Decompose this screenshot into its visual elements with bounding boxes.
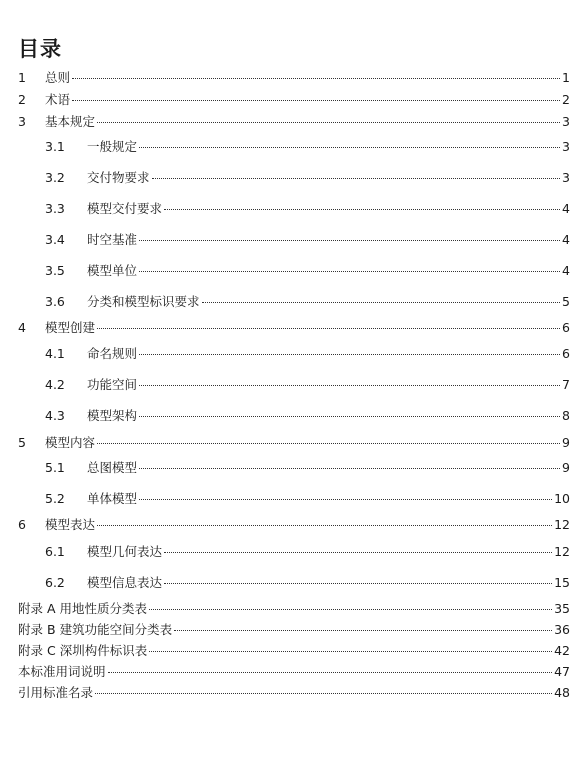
toc-entry[interactable] <box>45 346 570 362</box>
toc-entry[interactable] <box>45 294 570 310</box>
toc-entry-page-number: 4 <box>562 232 570 247</box>
toc-entry-number: 2 <box>18 92 26 107</box>
dot-leader <box>97 121 560 123</box>
dot-leader <box>139 498 552 500</box>
toc-entry-label: 交付物要求 <box>87 170 150 185</box>
toc-entry-page-number: 12 <box>554 517 570 532</box>
toc-entry[interactable] <box>45 263 570 279</box>
toc-entry[interactable] <box>45 232 570 248</box>
toc-entry-label: 建筑功能空间分类表 <box>59 622 173 637</box>
dot-leader <box>164 551 552 553</box>
toc-entry-label: 一般规定 <box>87 139 138 154</box>
dot-leader <box>139 239 560 241</box>
toc-entry[interactable] <box>18 685 570 701</box>
toc-entry-number: 3.3 <box>45 201 65 216</box>
toc-entry-label: 模型信息表达 <box>87 575 163 590</box>
dot-leader <box>139 353 560 355</box>
toc-entry[interactable] <box>45 575 570 591</box>
toc-entry-number: 5.1 <box>45 460 65 475</box>
dot-leader <box>108 671 553 673</box>
toc-entry-page-number: 3 <box>562 170 570 185</box>
toc-entry-label: 模型表达 <box>45 517 96 532</box>
toc-entry[interactable] <box>45 544 570 560</box>
toc-entry-label: 用地性质分类表 <box>59 601 148 616</box>
dot-leader <box>174 629 552 631</box>
toc-entry[interactable] <box>18 70 570 86</box>
toc-entry-number: 4.2 <box>45 377 65 392</box>
toc-entry[interactable] <box>18 643 570 659</box>
toc-entry-number: 4 <box>18 320 26 335</box>
dot-leader <box>97 442 560 444</box>
toc-entry-page-number: 35 <box>554 601 570 616</box>
toc-entry-page-number: 4 <box>562 201 570 216</box>
toc-entry-number: 3.5 <box>45 263 65 278</box>
toc-entry-label: 术语 <box>45 92 71 107</box>
toc-entry-label: 模型单位 <box>87 263 138 278</box>
toc-entry-label: 模型内容 <box>45 435 96 450</box>
toc-entry-number: 3.1 <box>45 139 65 154</box>
toc-entry-label: 总图模型 <box>87 460 138 475</box>
toc-entry-page-number: 36 <box>554 622 570 637</box>
toc-entry-page-number: 6 <box>562 320 570 335</box>
toc-entry-page-number: 6 <box>562 346 570 361</box>
dot-leader <box>149 650 552 652</box>
toc-entry[interactable] <box>18 435 570 451</box>
toc-entry-page-number: 15 <box>554 575 570 590</box>
toc-entry-page-number: 5 <box>562 294 570 309</box>
toc-entry-label: 模型交付要求 <box>87 201 163 216</box>
dot-leader <box>139 270 560 272</box>
dot-leader <box>97 524 552 526</box>
dot-leader <box>139 467 560 469</box>
toc-entry-page-number: 4 <box>562 263 570 278</box>
toc-entry-number: 3.4 <box>45 232 65 247</box>
toc-entry[interactable] <box>45 408 570 424</box>
dot-leader <box>72 99 560 101</box>
toc-entry-page-number: 2 <box>562 92 570 107</box>
toc-entry-label: 本标准用词说明 <box>18 664 106 679</box>
dot-leader <box>202 301 561 303</box>
toc-entry[interactable] <box>45 139 570 155</box>
toc-entry[interactable] <box>18 114 570 130</box>
toc-entry-page-number: 8 <box>562 408 570 423</box>
toc-entry[interactable] <box>18 601 570 617</box>
toc-entry-number: 6.1 <box>45 544 65 559</box>
dot-leader <box>164 582 552 584</box>
toc-entry-number: 4.1 <box>45 346 65 361</box>
toc-entry[interactable] <box>45 201 570 217</box>
toc-entry-label: 模型几何表达 <box>87 544 163 559</box>
toc-entry-label: 模型架构 <box>87 408 138 423</box>
toc-entry[interactable] <box>45 170 570 186</box>
toc-entry-label: 基本规定 <box>45 114 96 129</box>
toc-entry-page-number: 9 <box>562 435 570 450</box>
toc-entry-label: 功能空间 <box>87 377 138 392</box>
toc-entry-label: 单体模型 <box>87 491 138 506</box>
toc-entry-page-number: 10 <box>554 491 570 506</box>
dot-leader <box>95 692 552 694</box>
toc-entry-number: 6.2 <box>45 575 65 590</box>
toc-entry-number: 附录 A <box>18 601 56 616</box>
toc-entry-page-number: 9 <box>562 460 570 475</box>
toc-entry-number: 附录 C <box>18 643 56 658</box>
toc-entry-page-number: 48 <box>554 685 570 700</box>
toc-entry-page-number: 12 <box>554 544 570 559</box>
toc-entry-page-number: 7 <box>562 377 570 392</box>
toc-entry-number: 3.2 <box>45 170 65 185</box>
toc-entry-page-number: 3 <box>562 139 570 154</box>
toc-entry[interactable] <box>45 377 570 393</box>
dot-leader <box>139 415 560 417</box>
toc-entry-page-number: 1 <box>562 70 570 85</box>
toc-entry-label: 时空基准 <box>87 232 138 247</box>
toc-entry-label: 分类和模型标识要求 <box>87 294 200 309</box>
toc-entry[interactable] <box>45 491 570 507</box>
toc-entry-number: 4.3 <box>45 408 65 423</box>
dot-leader <box>164 208 560 210</box>
toc-entry-page-number: 42 <box>554 643 570 658</box>
toc-entry-label: 总则 <box>45 70 71 85</box>
dot-leader <box>97 327 560 329</box>
toc-entry-number: 5.2 <box>45 491 65 506</box>
toc-entry[interactable] <box>18 622 570 638</box>
dot-leader <box>149 608 552 610</box>
toc-entry-number: 3 <box>18 114 26 129</box>
toc-entry-number: 1 <box>18 70 26 85</box>
toc-entry-page-number: 47 <box>554 664 570 679</box>
toc-entry-page-number: 3 <box>562 114 570 129</box>
toc-entry-label: 模型创建 <box>45 320 96 335</box>
toc-entry-label: 深圳构件标识表 <box>59 643 148 658</box>
toc-entry[interactable] <box>18 664 570 680</box>
dot-leader <box>72 77 560 79</box>
toc-entry[interactable] <box>45 460 570 476</box>
toc-entry-label: 命名规则 <box>87 346 138 361</box>
toc-entry[interactable] <box>18 92 570 108</box>
toc-entry-number: 6 <box>18 517 26 532</box>
dot-leader <box>139 146 560 148</box>
toc-title: 目录 <box>18 37 62 61</box>
dot-leader <box>139 384 560 386</box>
toc-entry-number: 3.6 <box>45 294 65 309</box>
toc-entry[interactable] <box>18 320 570 336</box>
dot-leader <box>152 177 561 179</box>
toc-entry-label: 引用标准名录 <box>18 685 94 700</box>
toc-entry[interactable] <box>18 517 570 533</box>
toc-entry-number: 5 <box>18 435 26 450</box>
toc-entry-number: 附录 B <box>18 622 56 637</box>
